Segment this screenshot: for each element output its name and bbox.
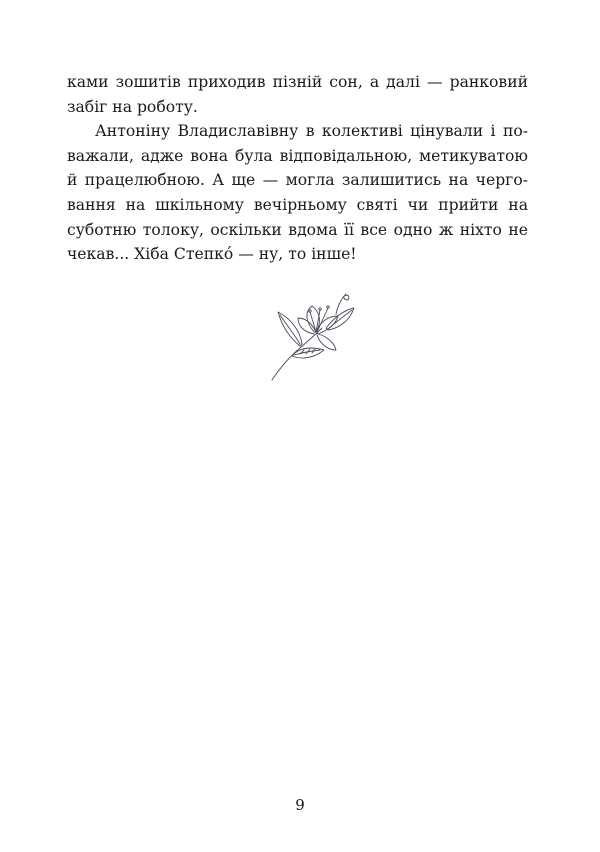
text-line: й працелюбною. А ще — могла залишитись на черго-	[67, 171, 528, 190]
body-text	[67, 70, 528, 267]
text-line: суботню толоку, оскільки вдома її все одно ж ніхто не	[67, 220, 528, 239]
text-line: забіг на роботу.	[67, 97, 198, 116]
text-line: ками зошитів приходив пізній сон, а далі — ранковий	[67, 73, 528, 91]
text-line: важали, адже вона була відповідальною, метикуватою	[67, 146, 528, 165]
text-line: вання на шкільному вечірньому святі чи прийти на	[67, 195, 528, 214]
text-line: Антоніну Владиславівну в колективі цінували і по-	[95, 122, 528, 141]
flower-branch-icon	[262, 288, 358, 384]
page-number: 9	[295, 796, 305, 814]
text-line: чекав... Хіба Степкó — ну, то інше!	[67, 245, 357, 264]
